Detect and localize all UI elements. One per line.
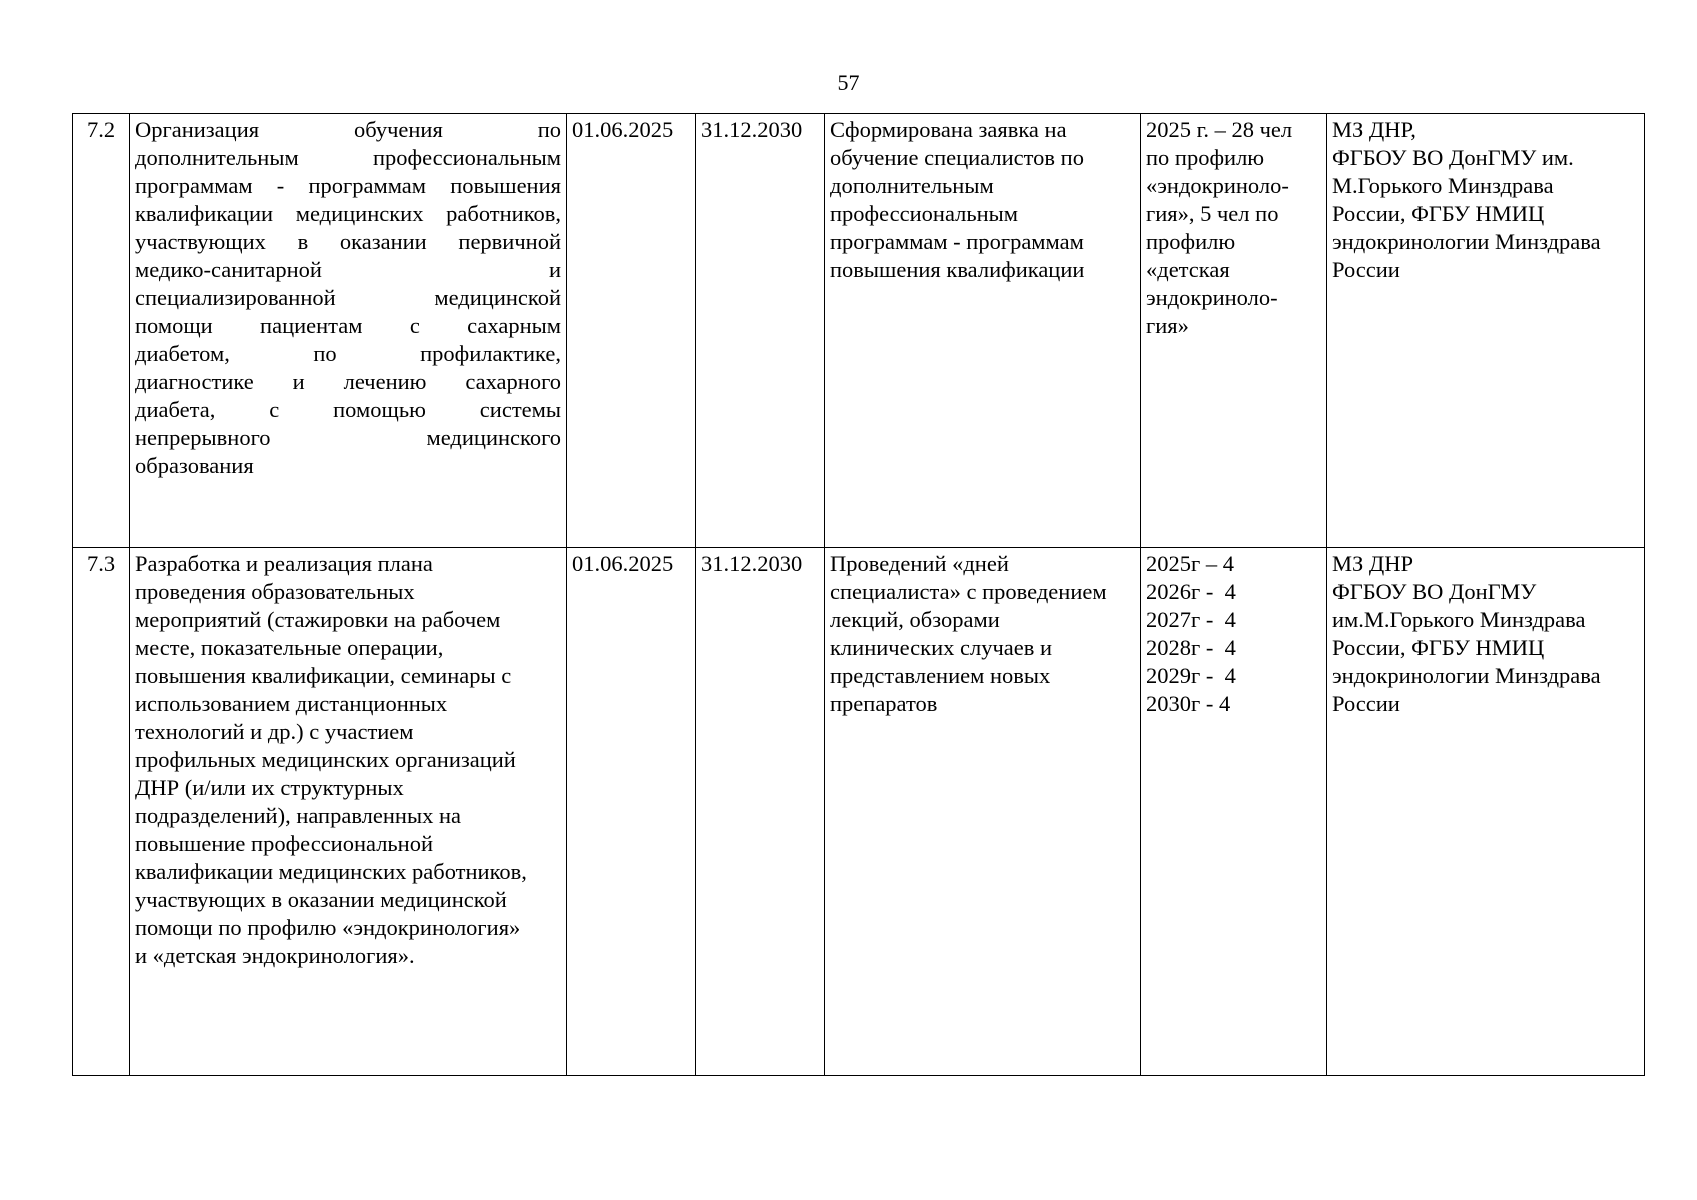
result-line: клинических случаев и — [830, 635, 1053, 660]
table-row — [73, 548, 1645, 1076]
activity-line: участвующих в оказании первичной — [135, 229, 561, 254]
activity-line: помощи по профилю «эндокринология» — [135, 915, 521, 940]
activity-line: образования — [135, 453, 254, 478]
activity-line: повышение профессиональной — [135, 831, 434, 856]
indicator-line: 2025г – 4 — [1146, 551, 1234, 576]
indicator-cell — [1141, 114, 1327, 548]
responsible-line: эндокринологии Минздрава — [1332, 663, 1601, 688]
responsible-line: МЗ ДНР, — [1332, 117, 1416, 142]
indicator-line: гия», 5 чел по — [1146, 201, 1279, 226]
activity-line: Разработка и реализация плана — [135, 551, 433, 576]
indicator-line: эндокринолo- — [1146, 285, 1278, 310]
activity-line: профильных медицинских организаций — [135, 747, 516, 772]
indicator-line: 2029г - 4 — [1146, 663, 1236, 688]
result-line: повышения квалификации — [830, 257, 1085, 282]
result-line: Сформирована заявка на — [830, 117, 1067, 142]
responsible-line: ФГБОУ ВО ДонГМУ им. — [1332, 145, 1574, 170]
responsible-line: России, ФГБУ НМИЦ — [1332, 635, 1545, 660]
activity-cell — [130, 548, 567, 1076]
responsible-line: М.Горького Минздрава — [1332, 173, 1554, 198]
activity-line: проведения образовательных — [135, 579, 415, 604]
end-date: 31.12.2030 — [696, 114, 825, 548]
result-cell — [825, 548, 1141, 1076]
activity-line: специализированной медицинской — [135, 285, 561, 310]
indicator-line: 2026г - 4 — [1146, 579, 1236, 604]
activity-line: месте, показательные операции, — [135, 635, 444, 660]
activity-line: дополнительным профессиональным — [135, 145, 561, 170]
activity-line: квалификации медицинских работников, — [135, 859, 527, 884]
indicator-line: 2025 г. – 28 чел — [1146, 117, 1293, 142]
result-line: профессиональным — [830, 201, 1019, 226]
page-number: 57 — [837, 70, 860, 95]
result-line: препаратов — [830, 691, 938, 716]
activity-line: повышения квалификации, семинары с — [135, 663, 512, 688]
activity-line: и «детская эндокринология». — [135, 943, 415, 968]
activity-table — [72, 113, 1645, 1076]
indicator-line: 2030г - 4 — [1146, 691, 1231, 716]
indicator-line: «эндокринолo- — [1146, 173, 1289, 198]
activity-cell — [130, 114, 567, 548]
result-cell — [825, 114, 1141, 548]
activity-line: ДНР (и/или их структурных — [135, 775, 404, 800]
result-line: лекций, обзорами — [830, 607, 1000, 632]
result-line: Проведений «дней — [830, 551, 1009, 576]
activity-line: мероприятий (стажировки на рабочем — [135, 607, 501, 632]
responsible-line: России — [1332, 257, 1400, 282]
activity-line: подразделений), направленных на — [135, 803, 461, 828]
indicator-line: гия» — [1146, 313, 1189, 338]
activity-line: квалификации медицинских работников, — [135, 201, 561, 226]
indicator-line: профилю — [1146, 229, 1236, 254]
result-line: программам - программам — [830, 229, 1084, 254]
end-date: 31.12.2030 — [696, 548, 825, 1076]
result-line: дополнительным — [830, 173, 994, 198]
activity-line: диабета, с помощью системы — [135, 397, 561, 422]
result-line: представлением новых — [830, 663, 1051, 688]
responsible-cell — [1327, 114, 1645, 548]
activity-line: технологий и др.) с участием — [135, 719, 414, 744]
activity-line: участвующих в оказании медицинской — [135, 887, 507, 912]
activity-line: медико-санитарной и — [135, 257, 561, 282]
indicator-cell — [1141, 548, 1327, 1076]
responsible-line: России — [1332, 691, 1400, 716]
activity-line: непрерывного медицинского — [135, 425, 561, 450]
activity-line: диагностике и лечению сахарного — [135, 369, 561, 394]
result-line: обучение специалистов по — [830, 145, 1084, 170]
responsible-line: эндокринологии Минздрава — [1332, 229, 1601, 254]
activity-line: диабетом, по профилактике, — [135, 341, 561, 366]
indicator-line: 2028г - 4 — [1146, 635, 1236, 660]
result-line: специалиста» с проведением — [830, 579, 1107, 604]
responsible-line: им.М.Горького Минздрава — [1332, 607, 1586, 632]
row-number: 7.2 — [73, 114, 130, 548]
activity-line: Организация обучения по — [135, 117, 561, 142]
table-row — [73, 114, 1645, 548]
start-date: 01.06.2025 — [567, 114, 696, 548]
indicator-line: по профилю — [1146, 145, 1265, 170]
start-date: 01.06.2025 — [567, 548, 696, 1076]
indicator-line: «детская — [1146, 257, 1230, 282]
activity-line: использованием дистанционных — [135, 691, 448, 716]
row-number: 7.3 — [73, 548, 130, 1076]
responsible-line: ФГБОУ ВО ДонГМУ — [1332, 579, 1537, 604]
indicator-line: 2027г - 4 — [1146, 607, 1236, 632]
activity-line: программам - программам повышения — [135, 173, 561, 198]
responsible-line: России, ФГБУ НМИЦ — [1332, 201, 1545, 226]
activity-line: помощи пациентам с сахарным — [135, 313, 561, 338]
responsible-line: МЗ ДНР — [1332, 551, 1414, 576]
responsible-cell — [1327, 548, 1645, 1076]
